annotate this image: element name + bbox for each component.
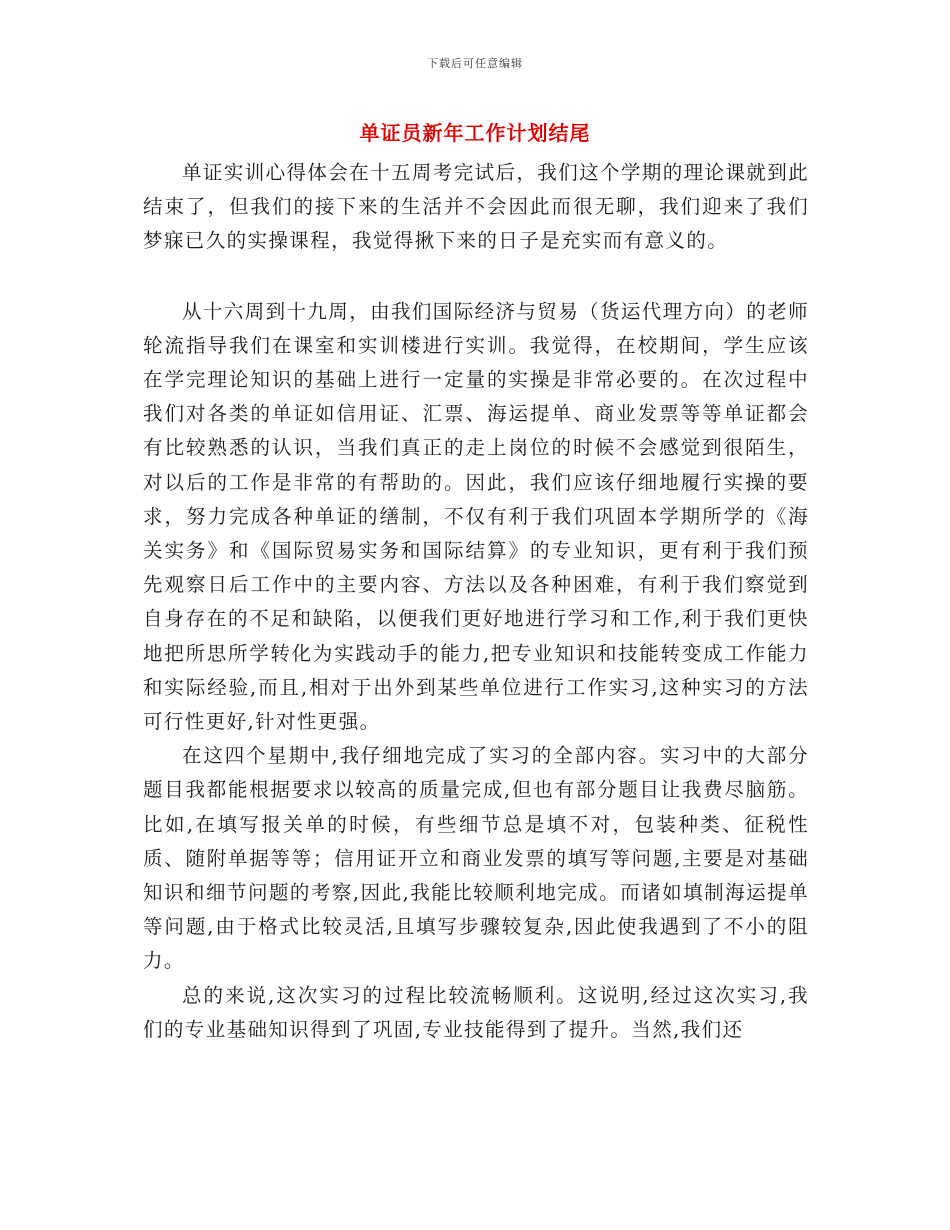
paragraph: 单证实训心得体会在十五周考完试后，我们这个学期的理论课就到此结束了，但我们的接下来的生活并不会因此而很无聊，我们迎来了我们梦寐已久的实操课程，我觉得揪下来的日子是充实而有意义的。 <box>143 161 810 253</box>
paragraph: 从十六周到十九周，由我们国际经济与贸易（货运代理方向）的老师轮流指导我们在课室和实训楼进行实训。我觉得，在校期间，学生应该在学完理论知识的基础上进行一定量的实操是非常必要的。在次过程中我们对各类的单证如信用证、汇票、海运提单、商业发票等等单证都会有比较熟悉的认识，当我们真正的走上岗位的时候不会感觉到很陌生，对以后的工作是非常的有帮助的。因此，我们应该仔细地履行实操的要求，努力完成各种单证的缮制，不仅有利于我们巩固本学期所学的《海关实务》和《国际贸易实务和国际结算》的专业知识，更有利于我们预先观察日后工作中的主要内容、方法以及各种困难，有利于我们察觉到自身存在的不足和缺陷，以便我们更好地进行学习和工作,利于我们更快地把所思所学转化为实践动手的能力,把专业知识和技能转变成工作能力和实际经验,而且,相对于出外到某些单位进行工作实习,这种实习的方法可行性更好,针对性更强。 <box>143 299 810 734</box>
document-body <box>143 156 809 1047</box>
document-title: 单证员新年工作计划结尾 <box>359 121 591 145</box>
paragraph: 总的来说,这次实习的过程比较流畅顺利。这说明,经过这次实习,我们的专业基础知识得到了巩固,专业技能得到了提升。当然,我们还 <box>143 983 809 1041</box>
paragraph: 在这四个星期中,我仔细地完成了实习的全部内容。实习中的大部分题目我都能根据要求以较高的质量完成,但也有部分题目让我费尽脑筋。比如,在填写报关单的时候，有些细节总是填不对，包装种类、征税性质、随附单据等等；信用证开立和商业发票的填写等问题,主要是对基础知识和细节问题的考察,因此,我能比较顺利地完成。而诸如填制海运提单等问题,由于格式比较灵活,且填写步骤较复杂,因此使我遇到了不小的阻力。 <box>143 744 809 973</box>
header-note: 下载后可任意编辑 <box>427 57 523 70</box>
paragraph-gap <box>143 259 809 295</box>
